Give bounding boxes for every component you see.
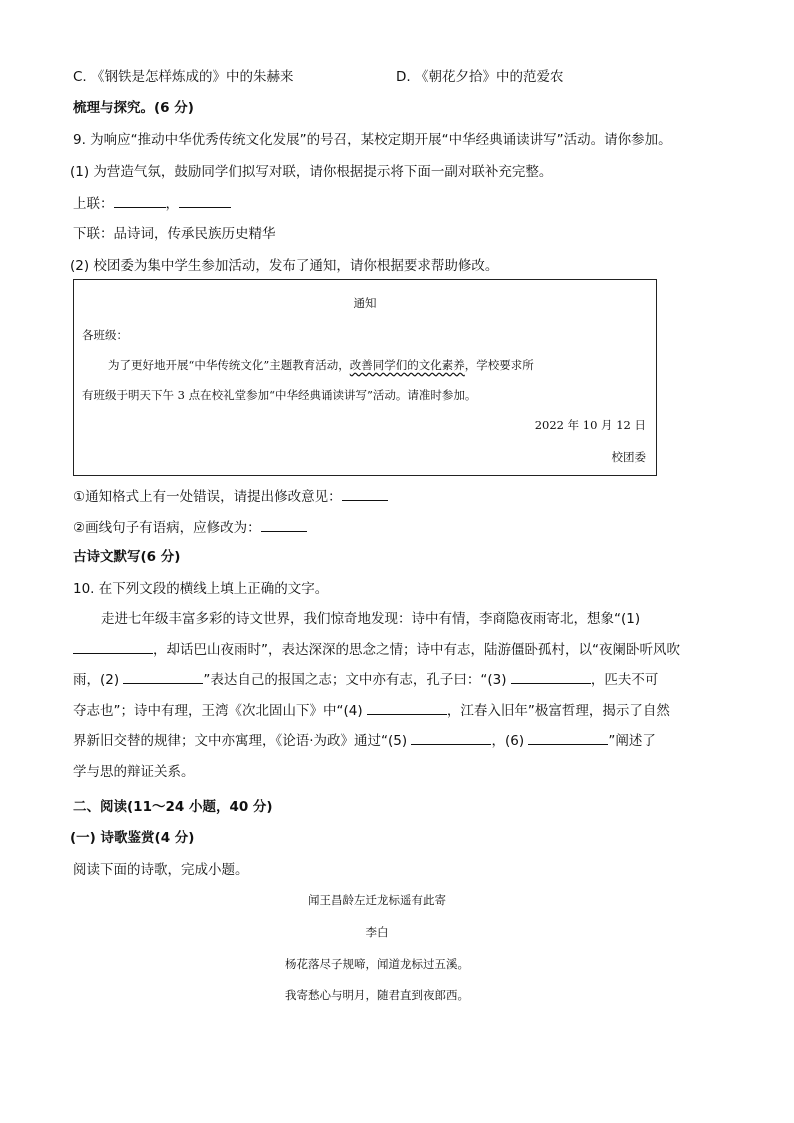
couplet-lower: 下联：品诗词，传承民族历史精华	[73, 226, 276, 242]
couplet-upper-sep: ，	[165, 196, 179, 212]
paragraph-text-b: ，却话巴山夜雨时”，表达深深的思念之情；诗中有志，陆游僵卧孤村，以“夜阑卧听风吹	[153, 641, 680, 658]
poem-line-2: 我寄愁心与明月，随君直到夜郎西。	[285, 988, 469, 1002]
poem-title: 闻王昌龄左迁龙标遥有此寄	[308, 893, 446, 907]
sub-1-blank[interactable]	[342, 486, 388, 501]
section-heading-reading: 二、阅读(11～24 小题，40 分)	[73, 799, 273, 815]
blank-2[interactable]	[123, 669, 203, 684]
paragraph-line-3	[73, 665, 721, 696]
notice-box	[73, 279, 657, 476]
paragraph-line-1: 走进七年级丰富多彩的诗文世界，我们惊奇地发现：诗中有情，李商隐夜雨寄北，想象“(1)	[101, 611, 641, 627]
poem-line-1: 杨花落尽子规啼，闻道龙标过五溪。	[285, 957, 469, 971]
paragraph-text-g: ，江春入旧年”极富哲理，揭示了自然	[446, 702, 670, 719]
paragraph-text-i: ，(6)	[491, 733, 525, 749]
notice-date: 2022 年 10 月 12 日	[534, 418, 646, 432]
paragraph-line-5	[73, 726, 721, 757]
poem-instructions: 阅读下面的诗歌，完成小题。	[73, 862, 249, 878]
question-9-part-2: (2) 校团委为集中学生参加活动，发布了通知，请你根据要求帮助修改。	[70, 258, 499, 274]
paragraph-text-c: 雨，(2)	[73, 672, 120, 688]
couplet-upper-blank-2[interactable]	[179, 193, 231, 208]
question-9-stem: 9. 为响应“推动中华优秀传统文化发展”的号召，某校定期开展“中华经典诵读讲写”活动。请你参加。	[73, 132, 672, 148]
sub-1-text: ①通知格式上有一处错误，请提出修改意见：	[73, 489, 342, 505]
question-9-part-1: (1) 为营造气氛，鼓励同学们拟写对联，请你根据提示将下面一副对联补充完整。	[70, 164, 553, 180]
paragraph-line-4	[73, 696, 721, 727]
notice-greeting: 各班级：	[82, 328, 128, 342]
blank-1[interactable]	[73, 639, 153, 654]
question-9-sub-1	[73, 486, 388, 507]
question-10-stem: 10. 在下列文段的横线上填上正确的文字。	[73, 581, 329, 597]
notice-underlined-sentence: 改善同学们的文化素养	[349, 358, 465, 372]
blank-3[interactable]	[511, 669, 591, 684]
section-heading-sort: 梳理与探究。(6 分)	[73, 100, 194, 116]
notice-body-text: 为了更好地开展“中华传统文化”主题教育活动，	[108, 358, 350, 372]
notice-sender: 校团委	[611, 450, 646, 464]
question-10-paragraph	[73, 604, 721, 787]
option-c: C. 《钢铁是怎样炼成的》中的朱赫来	[73, 69, 294, 85]
paragraph-text-f: 夺志也”；诗中有理，王湾《次北固山下》中“(4)	[73, 702, 363, 719]
blank-6[interactable]	[528, 730, 608, 745]
blank-5[interactable]	[411, 730, 491, 745]
couplet-upper-label: 上联：	[73, 196, 114, 212]
sub-2-blank[interactable]	[261, 517, 307, 532]
sub-2-text: ②画线句子有语病，应修改为：	[73, 520, 261, 536]
paragraph-text-j: ”阐述了	[608, 733, 656, 749]
couplet-upper-blank-1[interactable]	[114, 193, 166, 208]
option-d: D. 《朝花夕拾》中的范爱农	[396, 69, 564, 85]
paragraph-line-6: 学与思的辩证关系。	[73, 763, 195, 780]
paragraph-text-d: ”表达自己的报国之志；文中亦有志，孔子曰：“(3)	[203, 672, 507, 688]
subsection-heading-poem: (一) 诗歌鉴赏(4 分)	[70, 830, 195, 846]
paragraph-text-e: ，匹夫不可	[590, 672, 659, 688]
question-9-sub-2	[73, 517, 307, 538]
notice-title: 通知	[353, 296, 377, 310]
paragraph-line-2	[73, 635, 721, 666]
notice-body-line-2: 有班级于明天下午 3 点在校礼堂参加“中华经典诵读讲写”活动。请准时参加。	[82, 388, 477, 402]
poem-author: 李白	[365, 925, 389, 939]
paragraph-text-h: 界新旧交替的规律；文中亦寓理，《论语·为政》通过“(5)	[73, 733, 408, 749]
section-heading-poetry: 古诗文默写(6 分)	[73, 549, 181, 565]
notice-body-text-end: ，学校要求所	[464, 358, 534, 372]
blank-4[interactable]	[367, 700, 447, 715]
couplet-upper	[73, 193, 231, 214]
notice-body-line-1	[108, 356, 534, 374]
